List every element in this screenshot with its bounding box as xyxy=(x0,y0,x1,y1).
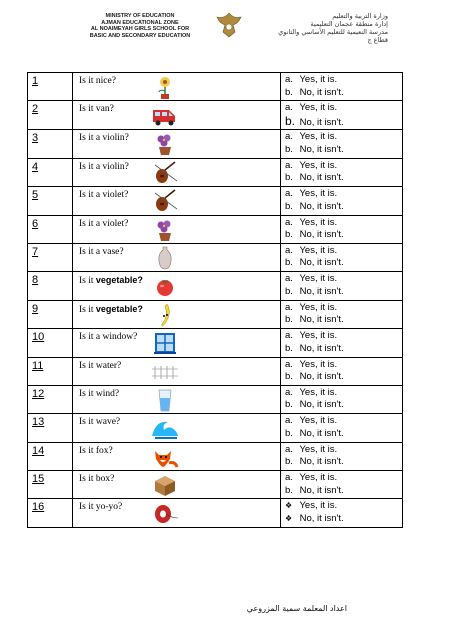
option-a[interactable] xyxy=(285,217,402,230)
option-text: No, it isn't. xyxy=(297,257,344,269)
option-a[interactable] xyxy=(285,415,402,428)
question-number-cell xyxy=(28,187,73,215)
question-number-cell xyxy=(28,442,73,470)
question-prefix: Is it xyxy=(79,276,96,287)
answer-cell xyxy=(281,243,403,271)
question-number: 1 xyxy=(32,75,39,87)
option-text: Yes, it is. xyxy=(297,386,338,398)
question-row xyxy=(28,300,403,328)
option-label: a. xyxy=(285,216,293,228)
header-line: وزارة التربية والتعليم xyxy=(332,12,388,20)
header-english xyxy=(60,13,220,39)
bullet-icon: ❖ xyxy=(285,513,293,523)
option-a[interactable] xyxy=(285,330,402,343)
option-text: Yes, it is. xyxy=(297,74,338,85)
option-text: No, it isn't. xyxy=(297,314,344,326)
box-icon xyxy=(151,473,179,497)
footer-author: اعداد المعلمة سمية المزروعي xyxy=(246,604,347,613)
option-text: No, it isn't. xyxy=(297,143,344,155)
answer-cell xyxy=(281,272,403,300)
question-cell xyxy=(73,73,281,101)
question-prefix: Is it a violet? xyxy=(79,190,129,201)
question-row xyxy=(28,329,403,357)
question-row xyxy=(28,471,403,499)
question-row xyxy=(28,442,403,470)
question-prefix: Is it yo-yo? xyxy=(79,502,123,513)
question-prefix: Is it a vase? xyxy=(79,246,124,257)
option-b[interactable] xyxy=(285,144,402,157)
question-prefix: Is it wave? xyxy=(79,417,121,428)
question-number-cell xyxy=(28,158,73,186)
option-b[interactable] xyxy=(285,229,402,242)
option-label: b. xyxy=(285,86,293,98)
header-line: قطاع ج xyxy=(367,36,388,44)
answer-cell xyxy=(281,414,403,442)
violet-flower-icon xyxy=(151,132,179,156)
option-text: Yes, it is. xyxy=(297,159,338,171)
header-line: AJMAN EDUCATIONAL ZONE xyxy=(101,19,179,26)
option-label: b. xyxy=(285,399,293,411)
option-label: a. xyxy=(285,74,293,85)
answer-cell xyxy=(281,101,403,130)
question-row xyxy=(28,73,403,101)
question-prefix: Is it van? xyxy=(79,104,114,115)
answer-cell xyxy=(281,329,403,357)
option-text: Yes, it is. xyxy=(297,131,338,143)
question-prefix: Is it a window? xyxy=(79,332,138,343)
option-a[interactable] xyxy=(285,245,402,258)
page-header xyxy=(0,0,453,60)
option-label: b. xyxy=(285,484,293,496)
question-number-cell xyxy=(28,329,73,357)
question-number: 15 xyxy=(32,473,45,486)
question-row xyxy=(28,215,403,243)
tomato-icon xyxy=(151,274,179,298)
question-text xyxy=(79,275,143,286)
option-a[interactable] xyxy=(285,359,402,372)
header-arabic xyxy=(268,12,388,44)
question-cell xyxy=(73,300,281,328)
answer-cell xyxy=(281,385,403,413)
question-text xyxy=(79,247,124,257)
option-text: No, it isn't. xyxy=(297,86,344,98)
option-b[interactable] xyxy=(285,456,402,469)
option-b[interactable] xyxy=(285,371,402,384)
option-a[interactable] xyxy=(285,302,402,315)
question-text xyxy=(79,361,121,371)
option-a[interactable] xyxy=(285,500,402,513)
question-number: 2 xyxy=(32,103,39,116)
option-b[interactable] xyxy=(285,428,402,441)
option-text: No, it isn't. xyxy=(297,399,344,411)
question-number-cell xyxy=(28,414,73,442)
option-label: a. xyxy=(285,131,293,143)
option-label: a. xyxy=(285,273,293,285)
question-cell xyxy=(73,101,281,130)
question-text xyxy=(79,133,129,143)
window-icon xyxy=(151,331,179,355)
option-text: Yes, it is. xyxy=(297,330,338,342)
option-label: b. xyxy=(285,143,293,155)
question-row xyxy=(28,243,403,271)
option-a[interactable] xyxy=(285,74,402,87)
option-text: No, it isn't. xyxy=(297,116,344,128)
question-prefix: Is it fox? xyxy=(79,445,113,456)
option-text: No, it isn't. xyxy=(297,229,344,241)
option-b[interactable] xyxy=(285,172,402,185)
option-a[interactable] xyxy=(285,131,402,144)
question-number-cell xyxy=(28,272,73,300)
question-row xyxy=(28,357,403,385)
question-cell xyxy=(73,130,281,158)
option-text: No, it isn't. xyxy=(297,456,344,468)
question-row xyxy=(28,187,403,215)
option-label: b. xyxy=(285,113,296,128)
option-text: Yes, it is. xyxy=(297,443,338,455)
option-text: No, it isn't. xyxy=(297,427,344,439)
question-row xyxy=(28,272,403,300)
question-text xyxy=(79,417,120,427)
answer-cell xyxy=(281,215,403,243)
question-number-cell xyxy=(28,243,73,271)
option-text: No, it isn't. xyxy=(297,342,344,354)
option-b[interactable] xyxy=(285,343,402,356)
answer-cell xyxy=(281,471,403,499)
question-number: 6 xyxy=(32,217,39,230)
question-number: 7 xyxy=(32,245,39,258)
question-cell xyxy=(73,499,281,527)
option-text: Yes, it is. xyxy=(297,301,338,313)
question-number-cell xyxy=(28,385,73,413)
question-bold: vegetable? xyxy=(95,275,143,286)
question-cell xyxy=(73,272,281,300)
option-label: b. xyxy=(285,172,293,184)
question-number: 4 xyxy=(32,160,39,173)
option-label: a. xyxy=(285,386,293,398)
option-text: No, it isn't. xyxy=(297,484,344,496)
option-a[interactable] xyxy=(285,188,402,201)
yoyo-icon xyxy=(151,501,179,525)
option-label: b. xyxy=(285,456,293,468)
answer-cell xyxy=(281,300,403,328)
question-number: 3 xyxy=(32,132,39,145)
question-text xyxy=(79,474,114,484)
question-cell xyxy=(73,471,281,499)
violet-flower-icon xyxy=(151,218,179,242)
question-cell xyxy=(73,414,281,442)
question-row xyxy=(28,101,403,130)
option-b[interactable] xyxy=(285,485,402,498)
question-cell xyxy=(73,357,281,385)
option-label: b. xyxy=(285,200,293,212)
option-text: Yes, it is. xyxy=(297,415,338,427)
option-b[interactable] xyxy=(285,286,402,299)
option-a[interactable] xyxy=(285,387,402,400)
option-b[interactable] xyxy=(285,201,402,214)
violin-icon xyxy=(151,189,179,213)
answer-cell xyxy=(281,73,403,101)
header-line: إدارة منطقة عجمان التعليمية xyxy=(310,20,388,28)
fox-icon xyxy=(151,445,179,469)
option-text: Yes, it is. xyxy=(297,102,338,114)
question-text xyxy=(79,304,143,315)
van-icon xyxy=(151,103,179,127)
option-text: No, it isn't. xyxy=(297,200,344,212)
option-text: Yes, it is. xyxy=(297,472,338,484)
question-cell xyxy=(73,215,281,243)
question-text xyxy=(79,332,137,342)
option-a[interactable] xyxy=(285,102,402,115)
question-prefix: Is it a violin? xyxy=(79,133,129,144)
header-line: مدرسة النعيمية للتعليم الأساسي والثانوي xyxy=(278,28,388,36)
option-a[interactable] xyxy=(285,472,402,485)
question-cell xyxy=(73,187,281,215)
question-cell xyxy=(73,385,281,413)
question-row xyxy=(28,158,403,186)
question-text xyxy=(79,190,128,200)
answer-cell xyxy=(281,499,403,527)
option-a[interactable] xyxy=(285,444,402,457)
question-number: 14 xyxy=(32,444,45,457)
option-label: a. xyxy=(285,472,293,484)
option-text: Yes, it is. xyxy=(297,216,338,228)
option-b[interactable] xyxy=(285,513,402,526)
question-number: 11 xyxy=(32,359,44,372)
question-prefix: Is it a violet? xyxy=(79,218,129,229)
question-number-cell xyxy=(28,73,73,101)
question-text xyxy=(79,162,129,172)
question-number-cell xyxy=(28,471,73,499)
option-b[interactable] xyxy=(285,314,402,327)
question-prefix: Is it box? xyxy=(79,474,115,485)
question-number-cell xyxy=(28,300,73,328)
answer-cell xyxy=(281,357,403,385)
answer-cell xyxy=(281,187,403,215)
question-bold: vegetable? xyxy=(95,303,143,314)
answer-cell xyxy=(281,158,403,186)
fence-icon xyxy=(151,360,179,384)
question-number: 13 xyxy=(32,416,45,429)
option-label: a. xyxy=(285,358,293,370)
header-line: AL NOAIMEYAH GIRLS SCHOOL FOR xyxy=(90,26,190,32)
bullet-icon: ❖ xyxy=(285,501,293,511)
option-text: Yes, it is. xyxy=(297,500,338,512)
option-label: a. xyxy=(285,415,293,427)
question-row xyxy=(28,130,403,158)
question-cell xyxy=(73,329,281,357)
option-label: a. xyxy=(285,159,293,171)
question-number: 16 xyxy=(32,501,45,514)
question-number: 10 xyxy=(32,331,45,344)
question-prefix: Is it a violin? xyxy=(79,161,129,172)
option-text: No, it isn't. xyxy=(297,512,344,524)
question-row xyxy=(28,499,403,527)
option-label: b. xyxy=(285,285,293,297)
question-number-cell xyxy=(28,357,73,385)
question-text xyxy=(79,76,116,86)
option-text: No, it isn't. xyxy=(297,172,344,184)
wave-icon xyxy=(151,416,179,440)
option-b[interactable] xyxy=(285,257,402,270)
question-prefix: Is it nice? xyxy=(79,76,116,86)
question-cell xyxy=(73,243,281,271)
question-number: 8 xyxy=(32,274,39,287)
option-label: b. xyxy=(285,427,293,439)
option-text: Yes, it is. xyxy=(297,358,338,370)
question-number-cell xyxy=(28,130,73,158)
answer-cell xyxy=(281,442,403,470)
question-prefix: Is it water? xyxy=(79,360,122,371)
question-number: 12 xyxy=(32,387,45,400)
header-line: MINISTRY OF EDUCATION xyxy=(105,13,175,19)
option-b[interactable] xyxy=(285,115,402,130)
question-number-cell xyxy=(28,101,73,130)
option-label: a. xyxy=(285,443,293,455)
option-b[interactable] xyxy=(285,399,402,412)
question-cell xyxy=(73,442,281,470)
option-label: a. xyxy=(285,301,293,313)
water-glass-icon xyxy=(151,388,179,412)
question-table xyxy=(27,72,403,528)
answer-cell xyxy=(281,130,403,158)
option-text: No, it isn't. xyxy=(297,371,344,383)
question-prefix: Is it wind? xyxy=(79,388,120,399)
question-cell xyxy=(73,158,281,186)
option-a[interactable] xyxy=(285,273,402,286)
question-prefix: Is it xyxy=(79,304,96,315)
option-text: Yes, it is. xyxy=(297,188,338,200)
option-label: a. xyxy=(285,102,293,114)
option-text: No, it isn't. xyxy=(297,285,344,297)
question-number-cell xyxy=(28,215,73,243)
question-number: 9 xyxy=(32,302,39,315)
question-number-cell xyxy=(28,499,73,527)
option-label: a. xyxy=(285,188,293,200)
option-label: a. xyxy=(285,330,293,342)
question-row xyxy=(28,414,403,442)
question-text xyxy=(79,219,128,229)
option-label: b. xyxy=(285,257,293,269)
vase-icon xyxy=(151,246,179,270)
question-text xyxy=(79,502,122,512)
option-a[interactable] xyxy=(285,160,402,173)
violin-icon xyxy=(151,161,179,185)
question-row xyxy=(28,385,403,413)
question-text xyxy=(79,104,114,114)
emblem-icon xyxy=(214,10,244,40)
option-b[interactable] xyxy=(285,87,402,100)
header-line: BASIC AND SECONDARY EDUCATION xyxy=(89,32,191,39)
option-label: a. xyxy=(285,244,293,256)
option-text: Yes, it is. xyxy=(297,273,338,285)
option-label: b. xyxy=(285,371,293,383)
flower-pot-icon xyxy=(151,75,179,99)
banana-icon xyxy=(151,303,179,327)
option-label: b. xyxy=(285,342,293,354)
question-number: 5 xyxy=(32,189,39,202)
option-label: b. xyxy=(285,314,293,326)
option-label: b. xyxy=(285,229,293,241)
option-text: Yes, it is. xyxy=(297,244,338,256)
question-text xyxy=(79,446,113,456)
question-text xyxy=(79,389,119,399)
